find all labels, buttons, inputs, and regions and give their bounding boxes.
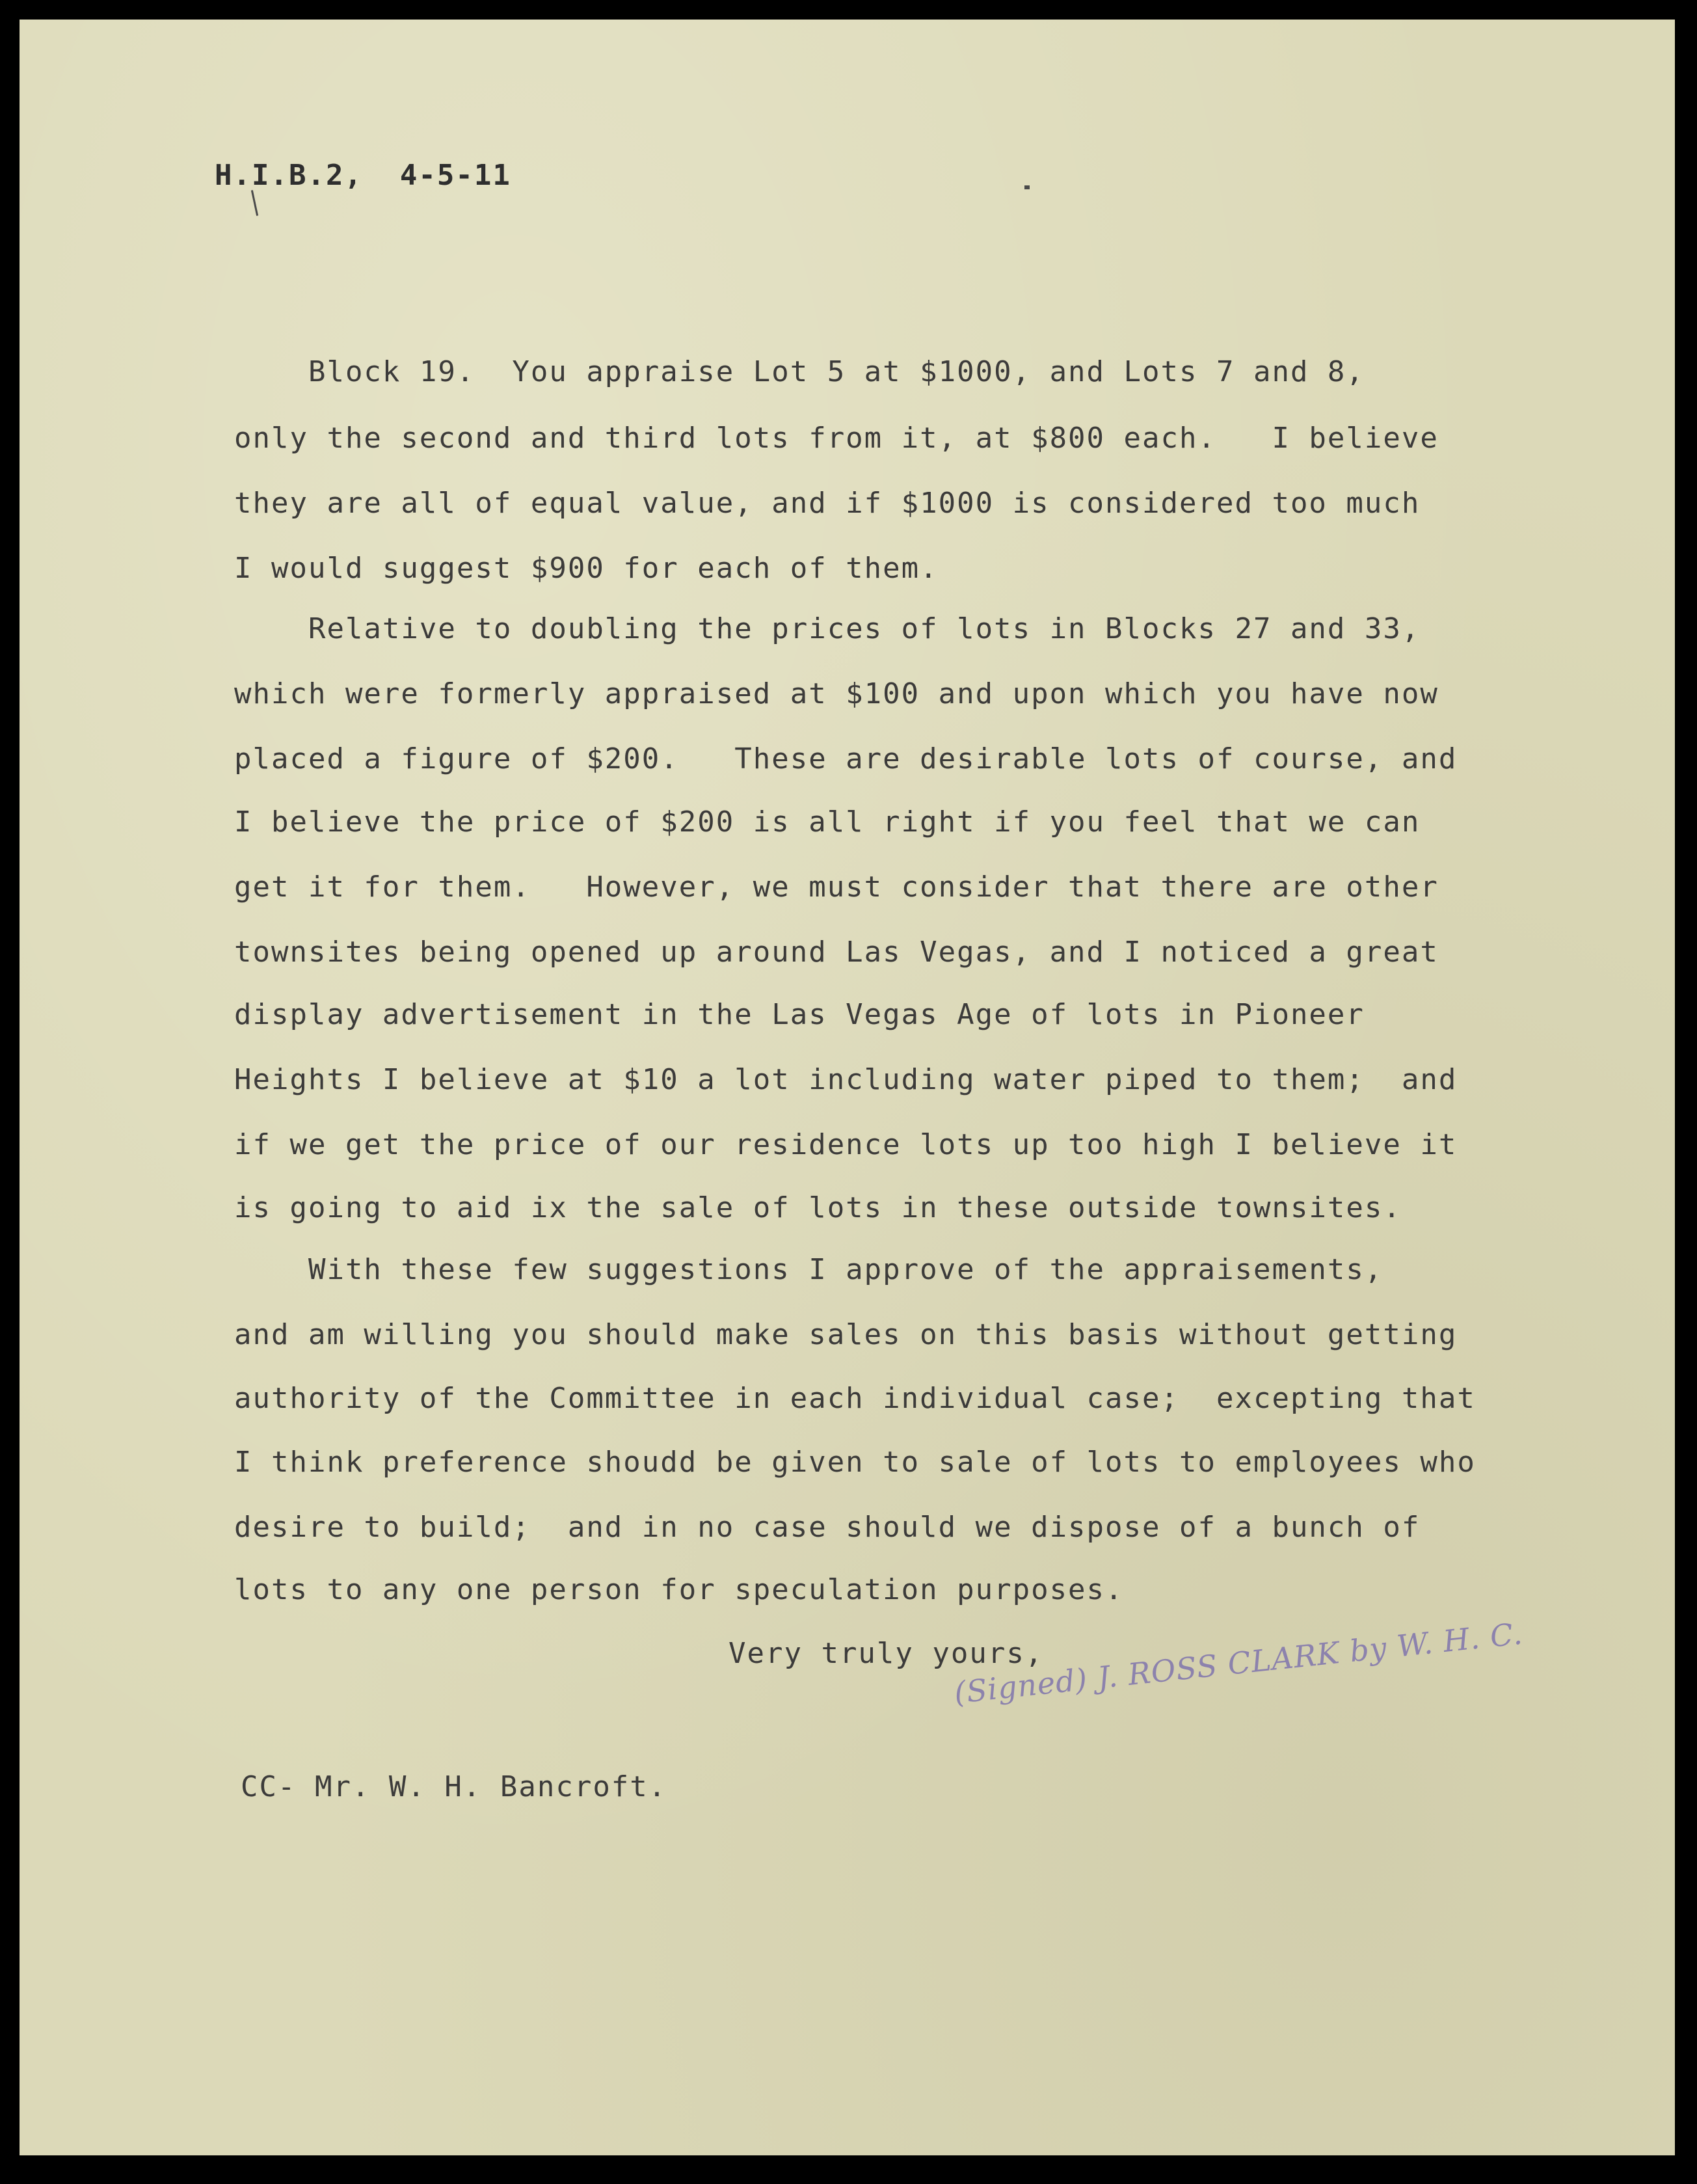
paragraph-3-line-5: desire to build; and in no case should we dispose of a bunch of [234, 1511, 1421, 1544]
paragraph-2-line-1: Relative to doubling the prices of lots in Blocks 27 and 33, [234, 612, 1421, 645]
page-dot [1024, 185, 1030, 189]
reference-line: H.I.B.2, 4-5-11 [215, 159, 511, 192]
paragraph-2-line-6: townsites being opened up around Las Vegas, and I noticed a great [234, 936, 1439, 969]
paragraph-2-line-3: placed a figure of $200. These are desirable lots of course, and [234, 742, 1458, 775]
pencil-mark [251, 190, 258, 216]
paragraph-2-line-5: get it for them. However, we must consider that there are other [234, 870, 1439, 904]
letter-page [20, 20, 1675, 2155]
paragraph-2-line-2: which were formerly appraised at $100 and upon which you have now [234, 677, 1439, 710]
paragraph-3-line-2: and am willing you should make sales on this basis without getting [234, 1318, 1458, 1351]
paragraph-3-line-4: I think preference shoudd be given to sale of lots to employees who [234, 1446, 1476, 1479]
signature-stamp: (Signed) J. ROSS CLARK by W. H. C. [952, 1615, 1525, 1710]
closing: Very truly yours, [728, 1637, 1044, 1670]
paragraph-3-line-1: With these few suggestions I approve of the appraisements, [234, 1253, 1383, 1286]
paragraph-2-line-9: if we get the price of our residence lots up too high I believe it [234, 1128, 1458, 1161]
paragraph-1-line-2: only the second and third lots from it, at $800 each. I believe [234, 422, 1439, 455]
paragraph-3-line-6: lots to any one person for speculation purposes. [234, 1573, 1124, 1606]
cc-line: CC- Mr. W. H. Bancroft. [241, 1770, 667, 1803]
paragraph-2-line-8: Heights I believe at $10 a lot including water piped to them; and [234, 1063, 1458, 1096]
paragraph-2-line-7: display advertisement in the Las Vegas Age of lots in Pioneer [234, 998, 1365, 1031]
paragraph-3-line-3: authority of the Committee in each individual case; excepting that [234, 1382, 1476, 1415]
paragraph-1-line-1: Block 19. You appraise Lot 5 at $1000, and Lots 7 and 8, [234, 355, 1365, 388]
paragraph-1-line-3: they are all of equal value, and if $1000 is considered too much [234, 487, 1421, 520]
paragraph-2-line-10: is going to aid ix the sale of lots in these outside townsites. [234, 1191, 1402, 1224]
paragraph-2-line-4: I believe the price of $200 is all right if you feel that we can [234, 805, 1421, 839]
paragraph-1-line-4: I would suggest $900 for each of them. [234, 552, 939, 585]
